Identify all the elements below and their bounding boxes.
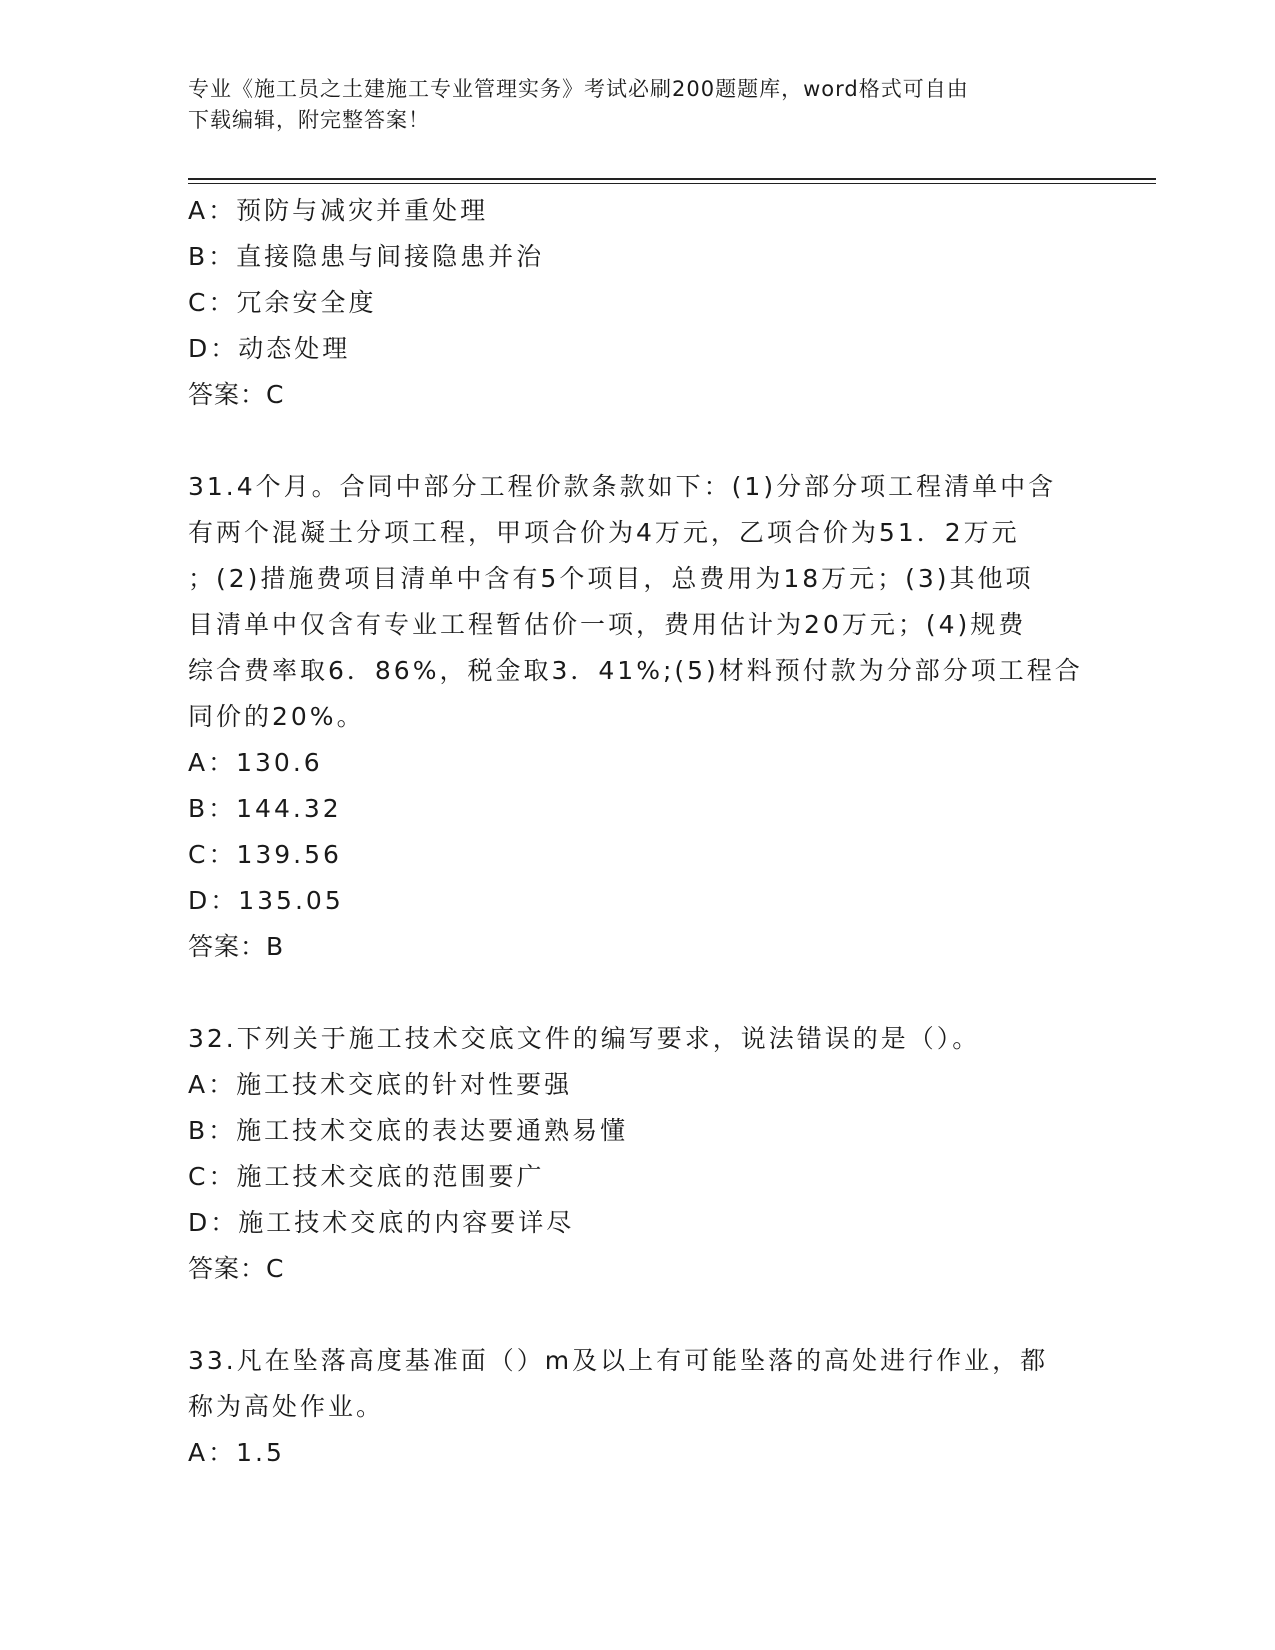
- spacer: [188, 1292, 1088, 1338]
- question-stem-line: 综合费率取6．86%，税金取3．41%;(5)材料预付款为分部分项工程合: [188, 656, 1083, 685]
- option-a: A：130.6: [188, 748, 323, 777]
- option-c: C：冗余安全度: [188, 288, 377, 317]
- question-stem-line: 同价的20%。: [188, 702, 365, 731]
- option-c: C：139.56: [188, 840, 342, 869]
- option-d: D：135.05: [188, 886, 344, 915]
- answer-line: 答案：C: [188, 1254, 285, 1283]
- option-a: A：施工技术交底的针对性要强: [188, 1070, 573, 1099]
- header-divider-thick: [188, 178, 1156, 180]
- spacer: [188, 418, 1088, 464]
- option-a: A：预防与减灾并重处理: [188, 196, 489, 225]
- question-stem-line: 32.下列关于施工技术交底文件的编写要求，说法错误的是（）。: [188, 1024, 981, 1053]
- question-stem-line: 33.凡在坠落高度基准面（）m及以上有可能坠落的高处进行作业，都: [188, 1346, 1049, 1375]
- question-stem-line: 称为高处作业。: [188, 1392, 385, 1421]
- question-content: [188, 188, 1088, 1476]
- question-33: [188, 1338, 1088, 1476]
- spacer: [188, 970, 1088, 1016]
- option-b: B：施工技术交底的表达要通熟易懂: [188, 1116, 629, 1145]
- option-b: B：直接隐患与间接隐患并治: [188, 242, 545, 271]
- question-30-options: [188, 188, 1088, 418]
- option-c: C：施工技术交底的范围要广: [188, 1162, 545, 1191]
- question-stem-line: 31.4个月。合同中部分工程价款条款如下：(1)分部分项工程清单中含: [188, 472, 1057, 501]
- option-b: B：144.32: [188, 794, 342, 823]
- question-31: [188, 464, 1088, 970]
- header-divider-thin: [188, 183, 1156, 184]
- question-32: [188, 1016, 1088, 1292]
- option-a: A：1.5: [188, 1438, 285, 1467]
- question-stem-line: ；(2)措施费项目清单中含有5个项目，总费用为18万元；(3)其他项: [188, 564, 1034, 593]
- document-header: [188, 74, 1088, 136]
- option-d: D：施工技术交底的内容要详尽: [188, 1208, 575, 1237]
- option-d: D：动态处理: [188, 334, 351, 363]
- question-stem-line: 有两个混凝土分项工程，甲项合价为4万元，乙项合价为51．2万元: [188, 518, 1020, 547]
- answer-line: 答案：B: [188, 932, 285, 961]
- header-line-2: 下载编辑，附完整答案！: [188, 108, 430, 132]
- question-stem-line: 目清单中仅含有专业工程暂估价一项，费用估计为20万元；(4)规费: [188, 610, 1027, 639]
- answer-line: 答案：C: [188, 380, 285, 409]
- header-line-1: 专业《施工员之土建施工专业管理实务》考试必刷200题题库，word格式可自由: [188, 77, 969, 101]
